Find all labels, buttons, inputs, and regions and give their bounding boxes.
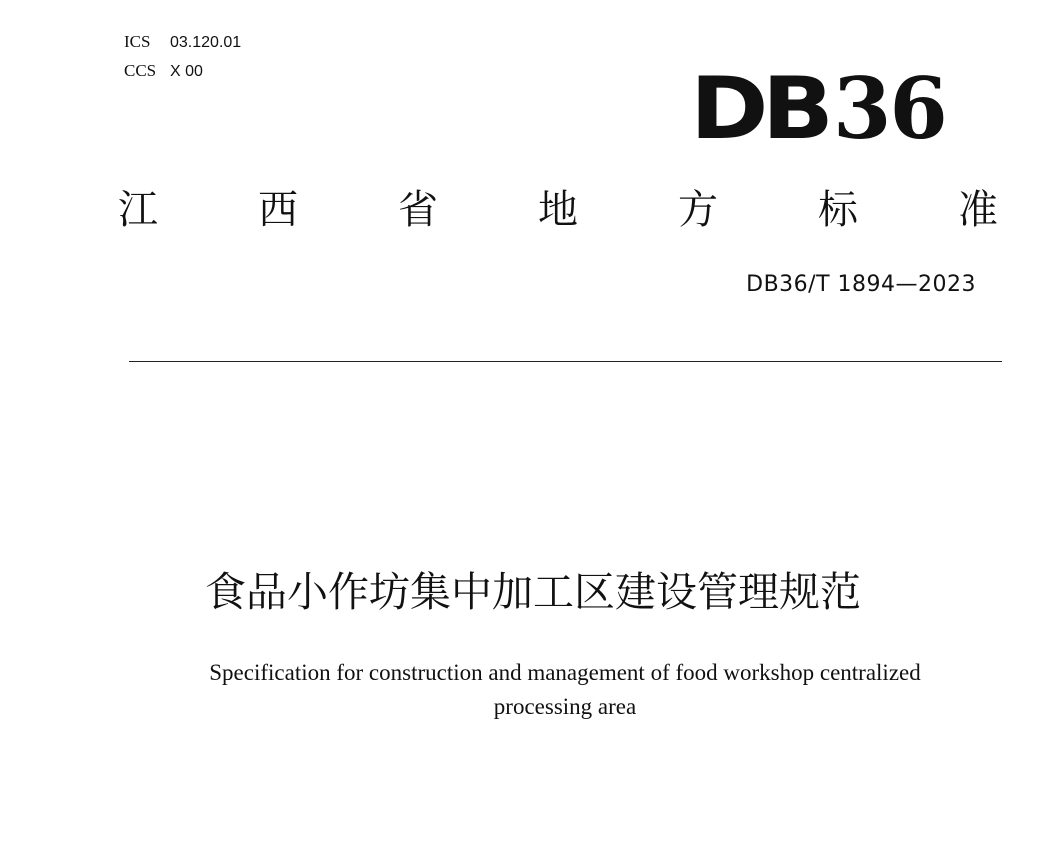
standard-type-char: 准 <box>958 187 998 233</box>
standard-type-char: 省 <box>398 187 438 233</box>
standard-type-char: 江 <box>118 187 158 233</box>
ccs-label: CCS <box>124 61 157 80</box>
english-title-line: processing area <box>493 694 637 719</box>
db36-logo <box>690 59 946 159</box>
logo-number: 36 <box>832 59 946 158</box>
document-title-chinese: 食品小作坊集中加工区建设管理规范 <box>205 568 861 616</box>
header-divider <box>129 361 1002 362</box>
ics-label: ICS <box>124 32 151 51</box>
standard-number: DB36/T 1894—2023 <box>746 272 976 297</box>
standard-type-char: 标 <box>818 187 858 233</box>
standard-type-char: 方 <box>678 187 718 233</box>
standard-type-char: 地 <box>538 187 578 233</box>
document-title-english <box>160 656 970 724</box>
standard-type-heading <box>118 180 998 240</box>
classification-codes <box>124 28 241 86</box>
ccs-value: X 00 <box>170 63 203 80</box>
english-title-line: Specification for construction and management of food workshop centralized <box>209 660 921 685</box>
ics-row <box>124 28 241 57</box>
standard-type-char: 西 <box>258 187 298 233</box>
ics-value: 03.120.01 <box>170 34 242 51</box>
ccs-row <box>124 57 241 86</box>
logo-letters: DB <box>690 59 828 159</box>
